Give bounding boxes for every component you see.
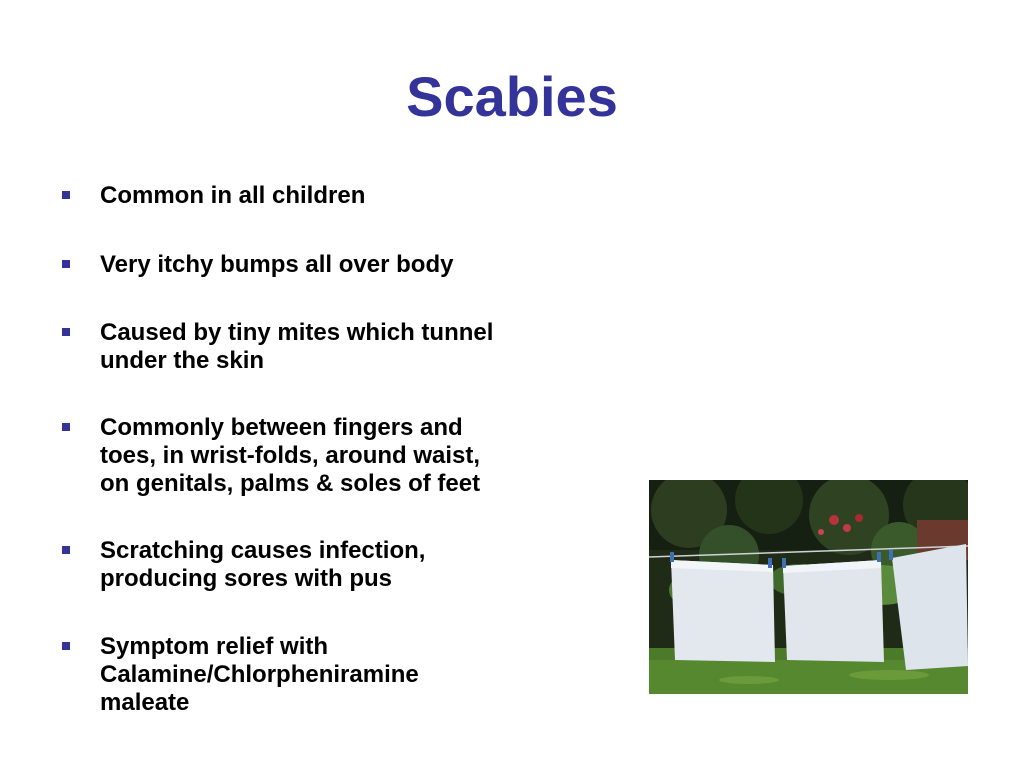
bullet-item [62, 319, 602, 375]
bullet-marker-icon [62, 423, 70, 431]
bullet-text: Caused by tiny mites which tunnel under the skin [100, 319, 494, 374]
bullet-text: Scratching causes infection, producing sores with pus [100, 537, 426, 592]
bullet-marker-icon [62, 328, 70, 336]
clothesline-photo [649, 480, 968, 694]
bullet-marker-icon [62, 642, 70, 650]
photo-image-icon [649, 480, 968, 694]
bullet-text: Common in all children [100, 182, 366, 209]
bullet-marker-icon [62, 260, 70, 268]
bullet-marker-icon [62, 191, 70, 199]
slide-title: Scabies [406, 65, 618, 128]
bullet-item [62, 633, 602, 717]
bullet-item [62, 251, 602, 279]
bullet-item [62, 182, 602, 210]
bullet-text: Symptom relief with Calamine/Chlorpheniramine maleate [100, 633, 419, 716]
bullet-text: Very itchy bumps all over body [100, 251, 454, 278]
bullet-text: Commonly between fingers and toes, in wrist-folds, around waist, on genitals, palms & soles of feet [100, 414, 481, 497]
bullet-item [62, 414, 602, 498]
bullet-item [62, 537, 602, 593]
bullet-marker-icon [62, 546, 70, 554]
